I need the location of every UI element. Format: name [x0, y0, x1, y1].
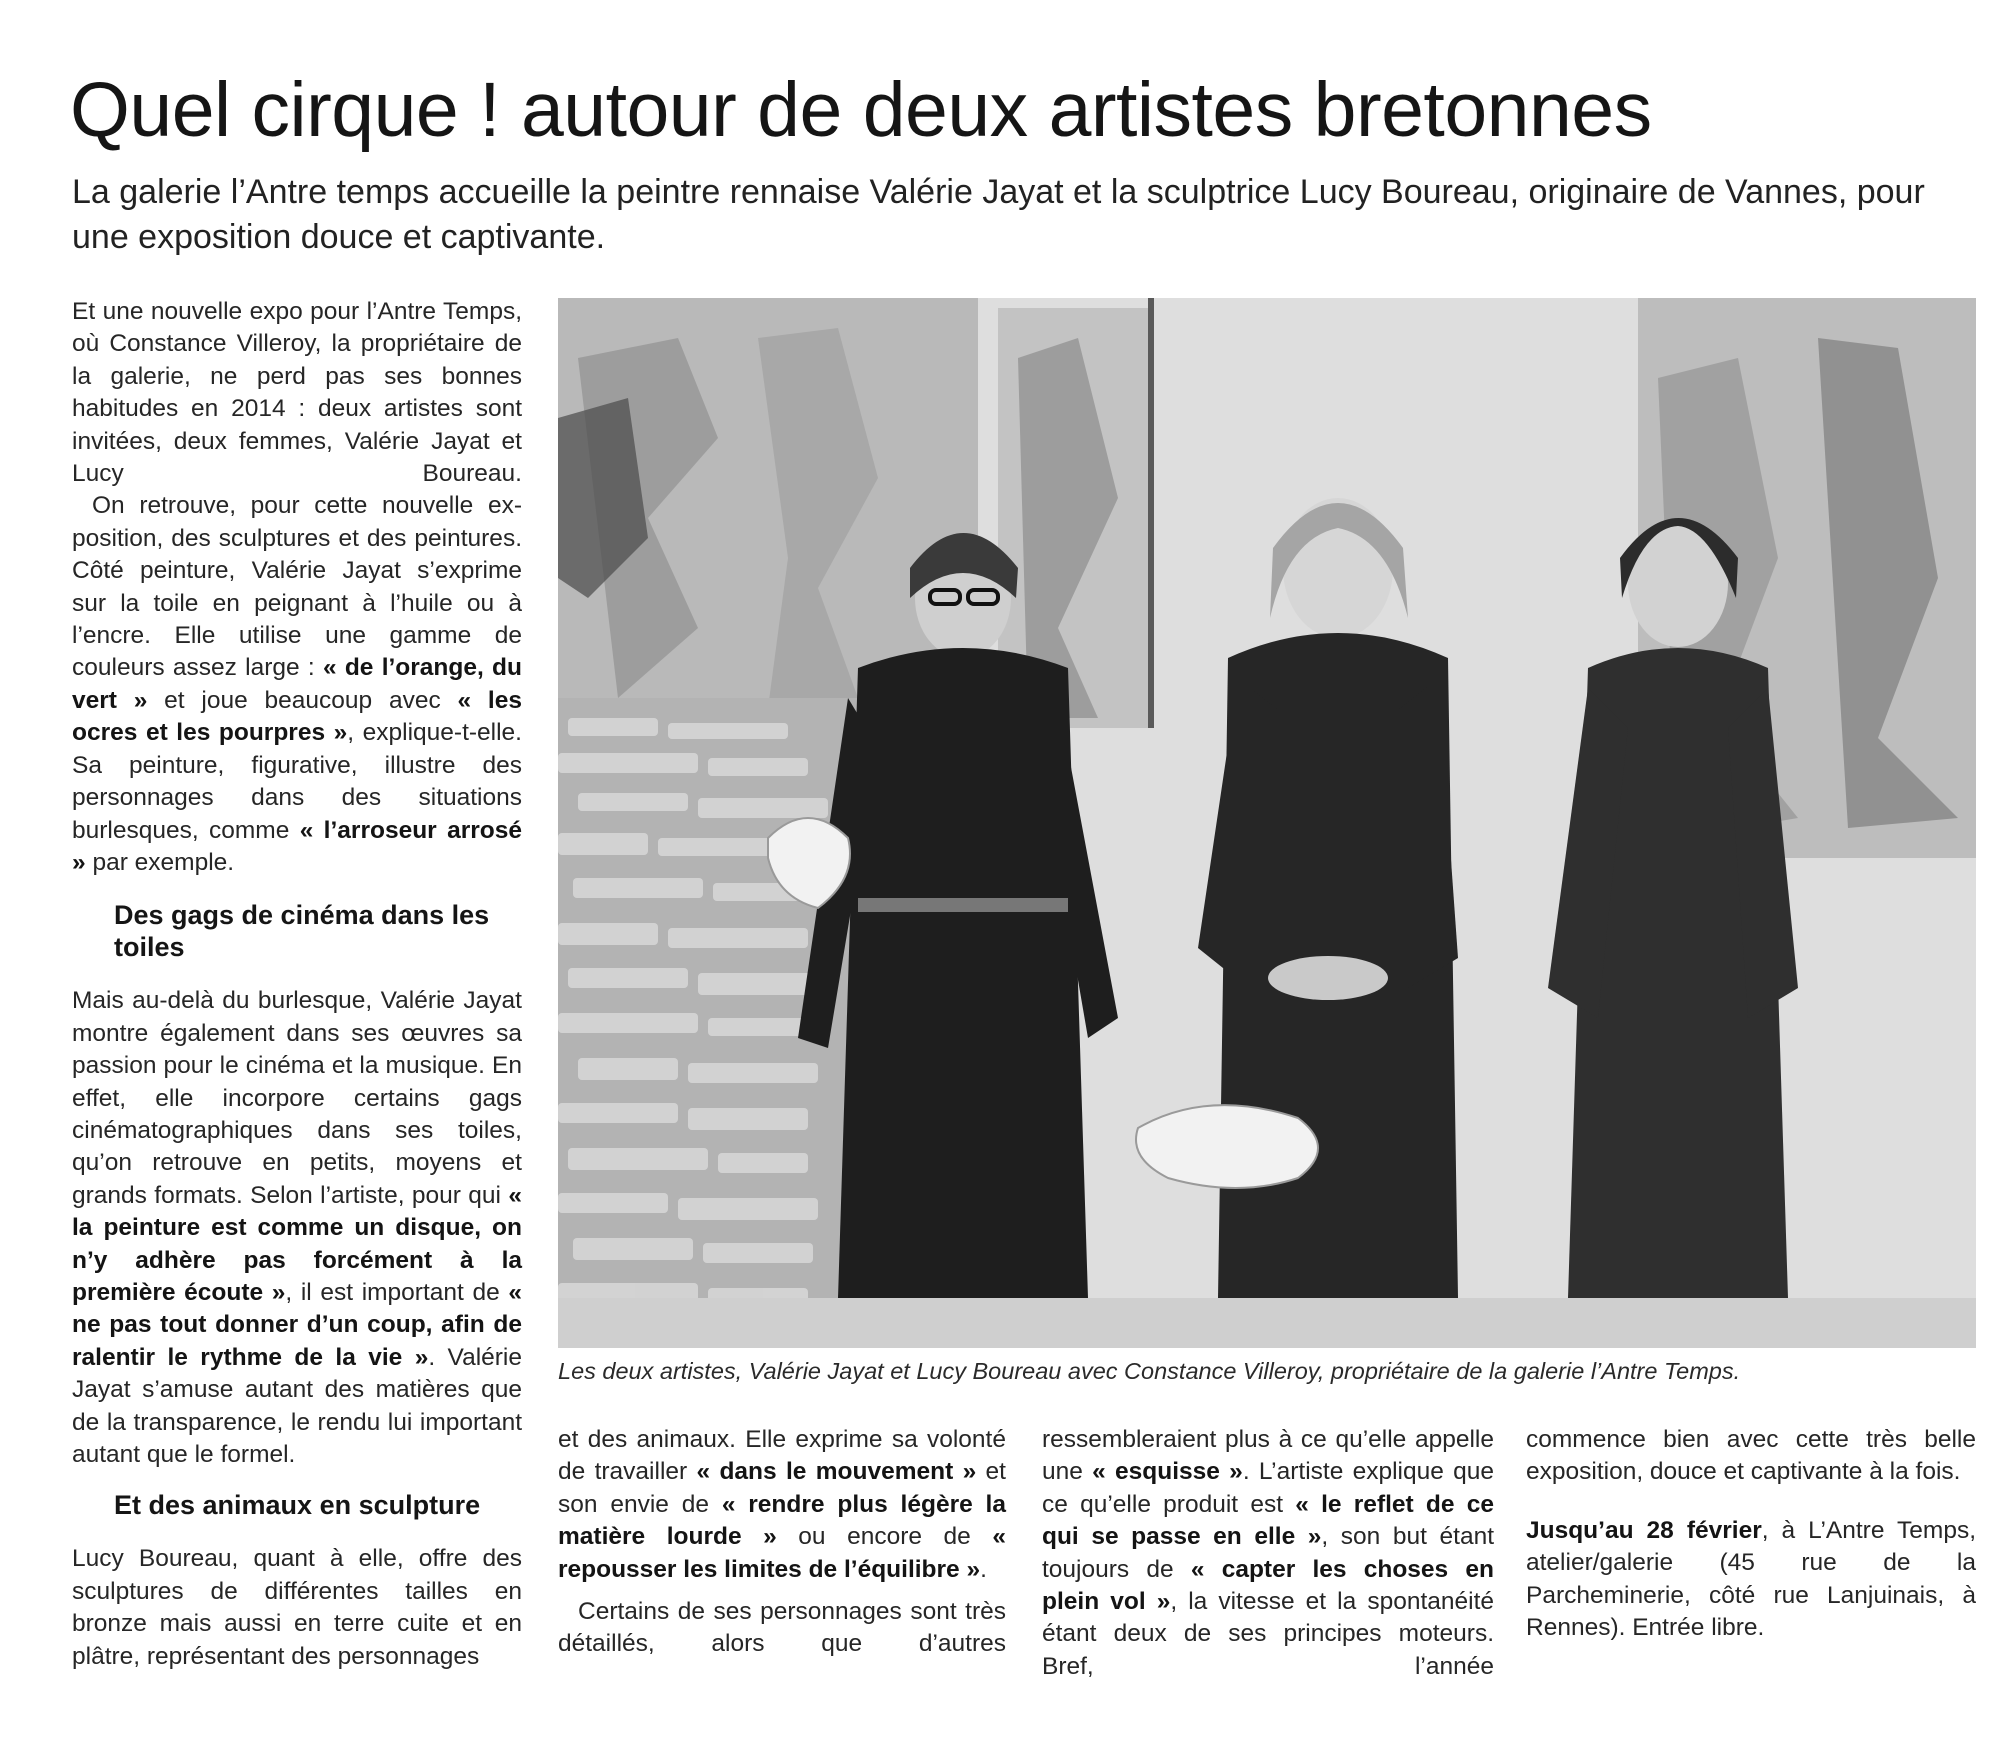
photo-caption: Les deux artistes, Valérie Jayat et Lucy Boureau avec Constance Villeroy, propriétaire de la galerie l’Antre Temps. [558, 1358, 1741, 1384]
article-column-2 [558, 1424, 1006, 1661]
article-column-3 [1042, 1424, 1494, 1683]
deck-subtitle: La galerie l’Antre temps accueille la peintre rennaise Valérie Jayat et la sculptrice Lucy Boureau, originaire de Vannes, pour une exposition douce et captivante. [72, 173, 1925, 256]
paragraph-col4-1: commence bien avec cette très belle exposition, douce et captivante à la fois. [1526, 1426, 1976, 1486]
photo-illustration [558, 298, 1976, 1348]
paragraph-col3-1: ressembleraient plus à ce qu’elle appelle une « esquisse ». L’artiste explique que ce qu’elle produit est « le reflet de ce qui se passe en elle », son but étant toujours de « capter les choses en plein vol », la vitesse et la spontanéité étant deux de ses principes moteurs. Bref, l’année [1042, 1426, 1495, 1680]
subheading-cinema: Des gags de cinéma dans les toiles [114, 900, 490, 963]
paragraph-exhibition-info: Jusqu’au 28 février, à L’Antre Temps, atelier/galerie (45 rue de la Parcheminerie, côté rue Lanjuinais, à Rennes). Entrée libre. [1526, 1516, 1976, 1642]
paragraph-cinema: Mais au-delà du burlesque, Valérie Jayat montre également dans ses œuvres sa passion pour le cinéma et la musique. En effet, elle incorpore certains gags cinématographiques dans ses toiles, qu’on retrouve en petits, moyens et grands formats. Selon l’artiste, pour qui « la peinture est comme un disque, on n’y adhère pas forcément à la première écoute », il est important de « ne pas tout donner d’un coup, afin de ralentir le rythme de la vie ». Valérie Jayat s’amuse autant des matières que de la transparence, le rendu lui important autant que le formel. [72, 987, 522, 1468]
gallery-photo [558, 298, 1976, 1348]
paragraph-sculpture: Lucy Boureau, quant à elle, offre des sculptures de différentes tailles en bronze mais aussi en terre cuite et en plâtre, représentant des personnages [72, 1545, 522, 1670]
subheading-sculpture: Et des animaux en sculpture [114, 1490, 481, 1521]
paragraph-col2-2: Certains de ses personnages sont très détaillés, alors que d’autres [558, 1598, 1006, 1658]
article-column-4 [1526, 1424, 1976, 1644]
paragraph-col2-1: et des animaux. Elle exprime sa volonté de travailler « dans le mouvement » et son envie de « rendre plus légère la matière lourde » ou encore de « repousser les limites de l’équilibre ». [558, 1426, 1006, 1583]
headline: Quel cirque ! autour de deux artistes bretonnes [70, 67, 1652, 153]
paragraph-painting: On retrouve, pour cette nouvelle exposition, des sculptures et des peintures. Côté peinture, Valérie Jayat s’exprime sur la toile en peignant à l’huile ou à l’encre. Elle utilise une gamme de couleurs assez large : « de l’orange, du vert » et joue beaucoup avec « les ocres et les pourpres », explique-t-elle. Sa peinture, figurative, illustre des personnages dans des situations burlesques, comme « l’arroseur arrosé » par exemple. [72, 492, 522, 876]
paragraph-intro: Et une nouvelle expo pour l’Antre Temps, où Constance Villeroy, la propriétaire de la galerie, ne perd pas ses bonnes habitudes en 2014 : deux artistes sont invitées, deux femmes, Valérie Jayat et Lucy Boureau. [72, 298, 522, 488]
article-column-1 [72, 296, 522, 1673]
